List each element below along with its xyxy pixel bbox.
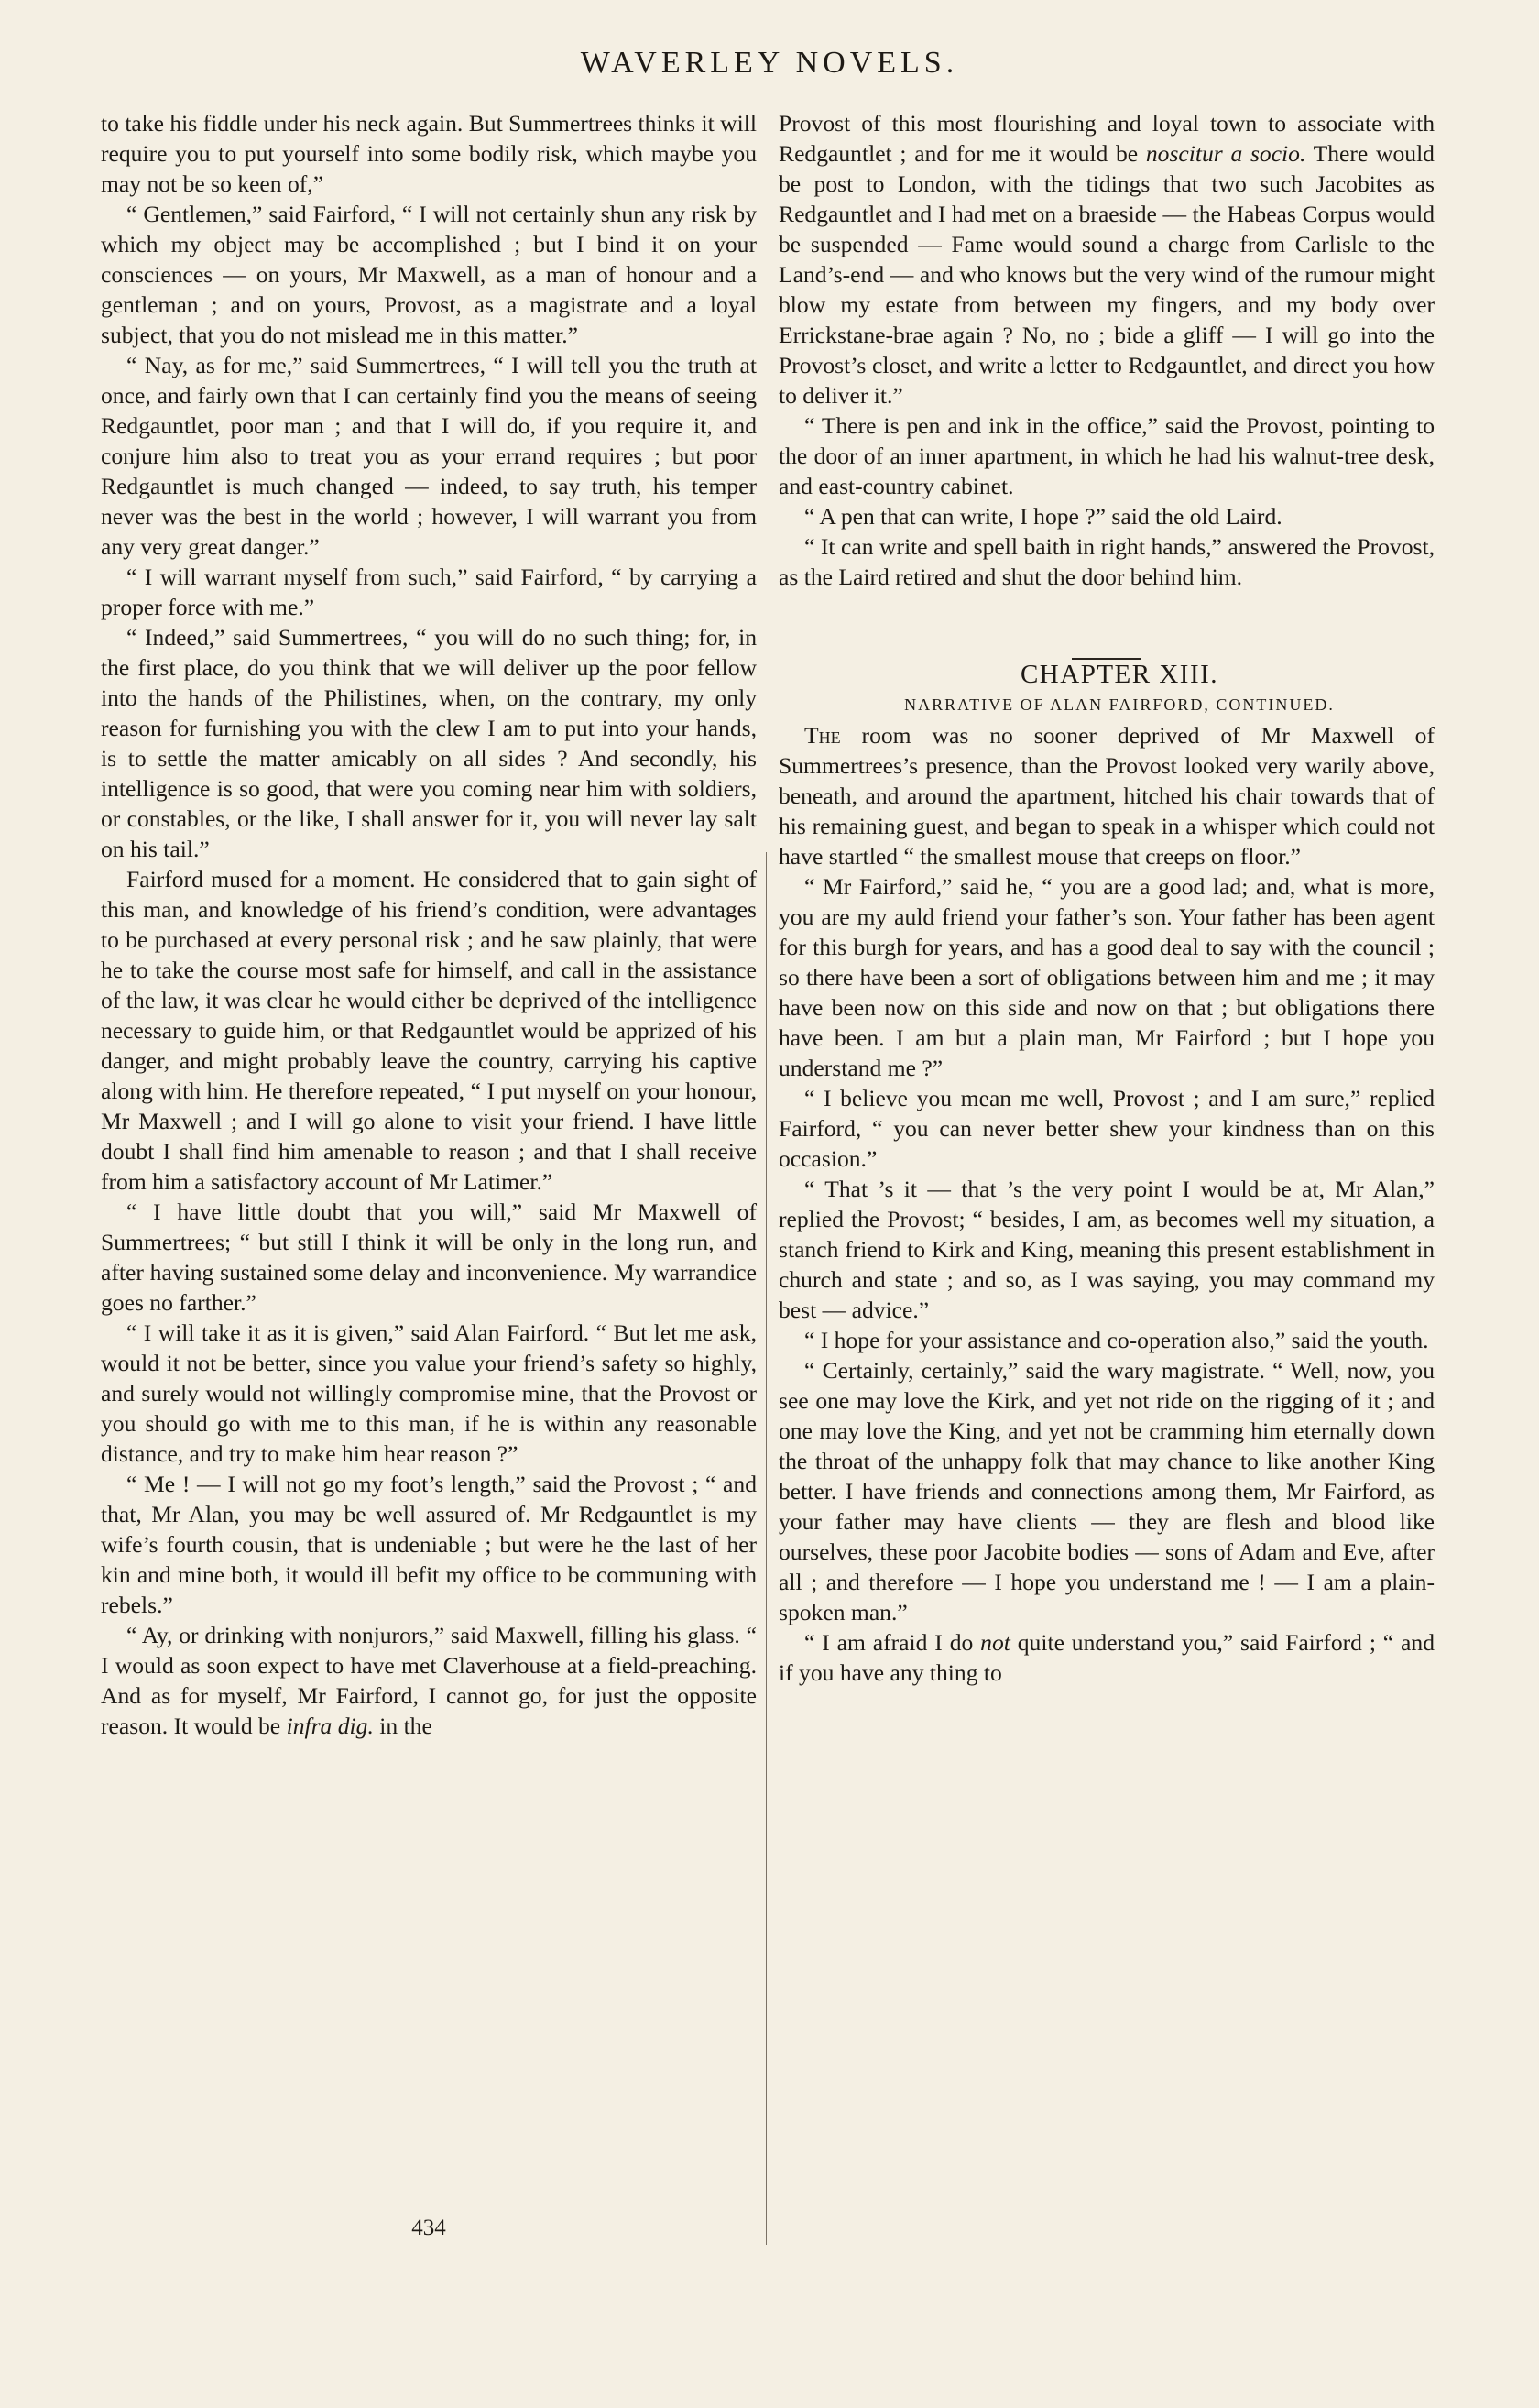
text-run: “ I am afraid I do — [804, 1629, 981, 1656]
paragraph: “ Me ! — I will not go my foot’s length,” said the Provost ; “ and that, Mr Alan, you may be well assured of. Mr Redgauntlet is my wife’s fourth cousin, that is undeniable ; but were he the last of her kin and mine both, it would ill befit my office to be communing with rebels.” — [101, 1471, 757, 1618]
chapter-title: CHAPTER XIII. — [1020, 660, 1219, 689]
running-head: WAVERLEY NOVELS. — [580, 46, 959, 80]
text-run: Provost of this most flourishing and loyal town to associate with Redgauntlet ; and for me it would be — [779, 110, 1435, 167]
paragraph: “ There is pen and ink in the office,” said the Provost, pointing to the door of an inner apartment, in which he had his walnut-tree desk, and east-country cabinet. — [779, 412, 1435, 499]
text-run: “ Ay, or drinking with nonjurors,” said Maxwell, filling his glass. “ I would as soon expect to have met Claverhouse at a field-preaching. And as for myself, Mr Fairford, I cannot go, for just the opposite reason. It would be — [101, 1622, 757, 1739]
paragraph: “ Nay, as for me,” said Summertrees, “ I will tell you the truth at once, and fairly own that I can certainly find you the means of seeing Redgauntlet, poor man ; and that I will do, if you require it, and conjure him also to treat you as your errand requires ; but poor Redgauntlet is much changed — indeed, to say truth, his temper never was the best in the world ; however, I will warrant you from any very great danger.” — [101, 352, 757, 560]
paragraph: “ Mr Fairford,” said he, “ you are a good lad; and, what is more, you are my auld friend your father’s son. Your father has been agent for this burgh for years, and has a good deal to say with the council ; so there have been a sort of obligations between him and me ; it may have been now on this side and now on that ; but obligations there have been. I am but a plain man, Mr Fairford ; but I hope you understand me ?” — [779, 873, 1435, 1081]
italic-phrase: infra dig. — [286, 1713, 374, 1739]
page-number: 434 — [411, 2216, 446, 2240]
right-column — [779, 108, 1435, 1688]
italic-phrase: noscitur a socio. — [1145, 140, 1306, 167]
paragraph: to take his fiddle under his neck again. But Summertrees thinks it will require you to put yourself into some bodily risk, which maybe you may not be so keen of,” — [101, 110, 757, 197]
paragraph: “ Gentlemen,” said Fairford, “ I will not certainly shun any risk by which my object may be accomplished ; but I bind it on your consciences — on yours, Mr Maxwell, as a man of honour and a gentleman ; and on yours, Provost, as a magistrate and a loyal subject, that you do not mislead me in this matter.” — [101, 201, 757, 348]
paragraph: “ I will take it as it is given,” said Alan Fairford. “ But let me ask, would it not be better, since you value your friend’s safety so highly, and surely would not willingly compromise mine, that the Provost or you should go with me to this man, if he is within any reasonable distance, and try to make him hear reason ?” — [101, 1319, 757, 1467]
paragraph — [779, 720, 1435, 871]
left-column — [101, 108, 757, 1741]
text-run: in the — [373, 1713, 432, 1739]
paragraph: “ Certainly, certainly,” said the wary magistrate. “ Well, now, you see one may love the Kirk, and yet not ride on the rigging of it ; and one may love the King, and yet not be cramming him eternally down the throat of the unhappy folk that may chance to like another King better. I have friends and connections among them, Mr Fairford, as your father may have clients — they are flesh and blood like ourselves, these poor Jacobite bodies — sons of Adam and Eve, after all ; and therefore — I hope you understand me ! — I am a plain-spoken man.” — [779, 1357, 1435, 1625]
paragraph: “ It can write and spell baith in right hands,” answered the Provost, as the Laird retired and shut the door behind him. — [779, 533, 1435, 590]
paragraph — [779, 108, 1435, 410]
chapter-subtitle: NARRATIVE OF ALAN FAIRFORD, CONTINUED. — [904, 695, 1335, 714]
paragraph: “ That ’s it — that ’s the very point I would be at, Mr Alan,” replied the Provost; “ besides, I am, as becomes well my situation, a stanch friend to Kirk and King, meaning this present establishment in church and state ; and so, as I was saying, you may command my best — advice.” — [779, 1176, 1435, 1323]
paragraph — [101, 1620, 757, 1741]
paragraph: “ I have little doubt that you will,” said Mr Maxwell of Summertrees; “ but still I think it will be only in the long run, and after having sustained some delay and inconvenience. My warrandice goes no farther.” — [101, 1199, 757, 1316]
paragraph: Fairford mused for a moment. He considered that to gain sight of this man, and knowledge of his friend’s condition, were advantages to be purchased at every personal risk ; and he saw plainly, that were he to take the course most safe for himself, and call in the assistance of the law, it was clear he would either be deprived of the intelligence necessary to guide him, or that Redgauntlet would be apprized of his danger, and might probably leave the country, carrying his captive along with him. He therefore repeated, “ I put myself on your honour, Mr Maxwell ; and I will go alone to visit your friend. I have little doubt I shall find him amenable to reason ; and that I shall receive from him a satisfactory account of Mr Latimer.” — [101, 866, 757, 1195]
paragraph: “ I believe you mean me well, Provost ; and I am sure,” replied Fairford, “ you can never better shew your kindness than on this occasion.” — [779, 1085, 1435, 1172]
paragraph: “ I hope for your assistance and co-operation also,” said the youth. — [804, 1327, 1429, 1353]
column-divider — [766, 852, 767, 2245]
paragraph — [779, 1627, 1435, 1688]
text-run: There would be post to London, with the tidings that two such Jacobites as Redgauntlet and I had met on a braeside — the Habeas Corpus would be suspended — Fame would sound a charge from Carlisle to the Land’s-end — and who knows but the very wind of the rumour might blow my estate from between my fingers, and my body over Errickstane-brae again ? No, no ; bide a gliff — I will go into the Provost’s closet, and write a letter to Redgauntlet, and direct you how to deliver it.” — [779, 140, 1435, 409]
text-run: room was no sooner deprived of Mr Maxwell of Summertrees’s presence, than the Provost looked very warily above, beneath, and around the apartment, hitched his chair towards that of his remaining guest, and began to speak in a whisper which could not have startled “ the smallest mouse that creeps on floor.” — [779, 722, 1435, 870]
paragraph: “ Indeed,” said Summertrees, “ you will do no such thing; for, in the first place, do you think that we will deliver up the poor fellow into the hands of the Philistines, when, on the contrary, my only reason for furnishing you with the clew I am to put into your hands, is to settle the matter amicably on all sides ? And secondly, his intelligence is so good, that were you coming near him with soldiers, or constables, or the like, I shall answer for it, you will never lay salt on his tail.” — [101, 624, 757, 862]
italic-phrase: not — [980, 1629, 1010, 1656]
text-run: quite understand you,” said Fairford ; “ and if you have any thing to — [779, 1629, 1435, 1686]
paragraph: “ I will warrant myself from such,” said Fairford, “ by carrying a proper force with me.” — [101, 564, 757, 620]
paragraph: “ A pen that can write, I hope ?” said the old Laird. — [804, 503, 1282, 530]
chapter-lead-word: The — [804, 722, 841, 749]
